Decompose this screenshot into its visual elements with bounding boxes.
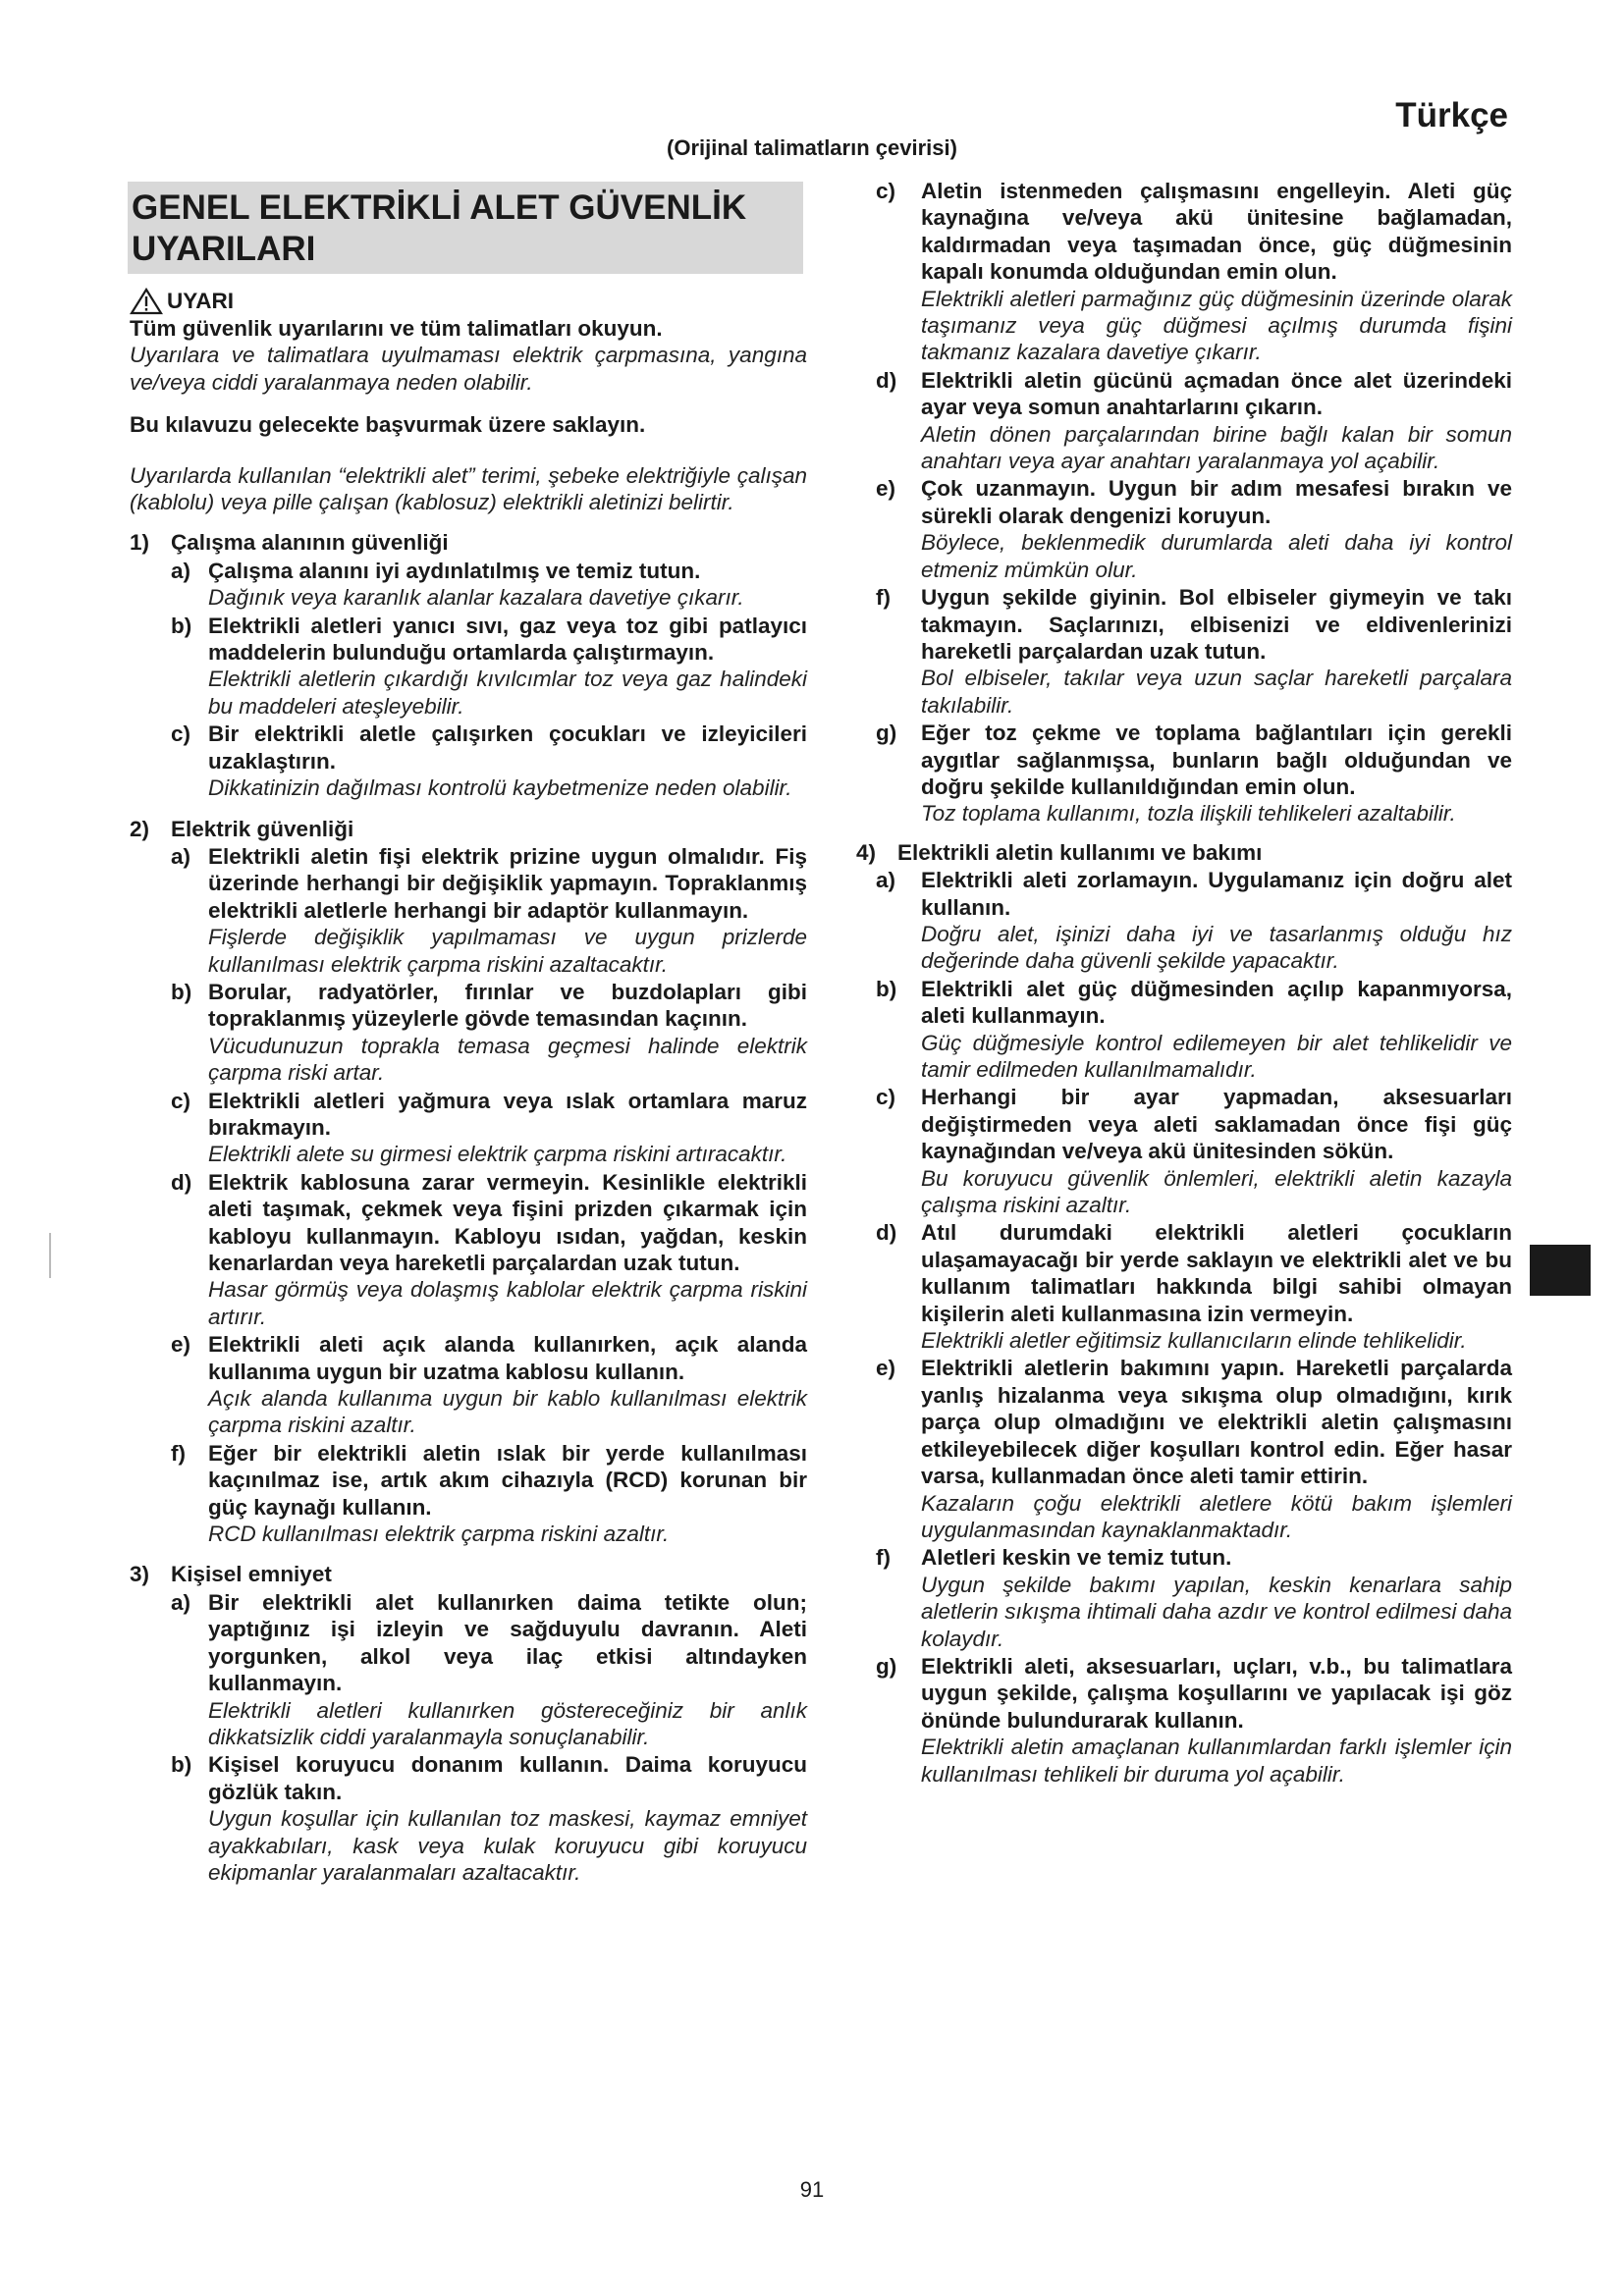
item-explanation: Bol elbiseler, takılar veya uzun saçlar hareketli parçalara takılabilir. xyxy=(921,666,1512,718)
item-body xyxy=(921,1653,1512,1788)
item-explanation: Elektrikli aletleri kullanırken göstereceğiniz bir anlık dikkatsizlik ciddi yaralanmayla sonuçlanabilir. xyxy=(208,1697,807,1749)
item-body xyxy=(208,843,807,978)
list-item xyxy=(856,976,1512,1084)
item-body xyxy=(208,1169,807,1330)
item-instruction: Elektrikli aleti, aksesuarları, uçları, v.b., bu talimatlara uygun şekilde, çalışma koşullarını ve yapılacak işi göz önünde bulundurarak kullanın. xyxy=(921,1653,1512,1733)
item-body xyxy=(208,613,807,721)
list-item xyxy=(856,1219,1512,1354)
item-instruction: Bir elektrikli aletle çalışırken çocukları ve izleyicileri uzaklaştırın. xyxy=(208,721,807,774)
item-explanation: Doğru alet, işinizi daha iyi ve tasarlanmış olduğu hız değerinde daha güvenli şekilde yapacaktır. xyxy=(921,921,1512,974)
item-body xyxy=(208,1589,807,1750)
item-letter: c) xyxy=(171,721,191,747)
section-number: 2) xyxy=(130,816,150,841)
item-letter: b) xyxy=(171,1752,192,1778)
item-letter: f) xyxy=(876,1545,891,1571)
item-body xyxy=(921,1544,1512,1652)
section-number: 3) xyxy=(130,1562,150,1587)
item-explanation: Elektrikli alete su girmesi elektrik çarpma riskini artıracaktır. xyxy=(208,1142,787,1167)
list-item xyxy=(130,721,807,801)
item-instruction: Uygun şekilde giyinin. Bol elbiseler giymeyin ve takı takmayın. Saçlarınızı, elbisenizi ve eldivenlerinizi hareketli parçalardan uzak tutun. xyxy=(921,585,1512,664)
warning-triangle-icon xyxy=(130,288,163,315)
item-body xyxy=(921,976,1512,1084)
read-all-instruction: Tüm güvenlik uyarılarını ve tüm talimatları okuyun. xyxy=(130,316,663,341)
language-label: Türkçe xyxy=(1395,96,1508,134)
item-letter: c) xyxy=(876,1085,896,1110)
item-letter: b) xyxy=(171,613,192,638)
section-heading-text: Elektrik güvenliği xyxy=(171,816,354,841)
item-body xyxy=(208,1088,807,1168)
section-4-heading xyxy=(856,839,1512,866)
item-letter: a) xyxy=(171,1589,191,1615)
item-explanation: Açık alanda kullanıma uygun bir kablo kullanılması elektrik çarpma riskini azaltır. xyxy=(208,1386,807,1438)
item-instruction: Borular, radyatörler, fırınlar ve buzdolapları gibi topraklanmış yüzeylerle gövde temasından kaçının. xyxy=(208,979,807,1032)
item-instruction: Elektrikli aleti açık alanda kullanırken, açık alanda kullanıma uygun bir uzatma kablosu kullanın. xyxy=(208,1332,807,1384)
item-instruction: Eğer bir elektrikli aletin ıslak bir yerde kullanılması kaçınılmaz ise, artık akım cihazıyla (RCD) korunan bir güç kaynağı kullanın. xyxy=(208,1440,807,1520)
item-letter: g) xyxy=(876,721,897,746)
item-body xyxy=(921,1084,1512,1218)
section-title xyxy=(128,182,803,274)
item-letter: c) xyxy=(171,1088,191,1113)
item-instruction: Elektrikli aletin gücünü açmadan önce alet üzerindeki ayar veya somun anahtarlarını çıkarın. xyxy=(921,367,1512,420)
item-explanation: Bu koruyucu güvenlik önlemleri, elektrikli aletin kazayla çalışma riskini azaltır. xyxy=(921,1165,1512,1218)
title-line-1: GENEL ELEKTRİKLİ ALET GÜVENLİK xyxy=(132,188,747,227)
item-letter: a) xyxy=(171,558,191,583)
right-column xyxy=(856,177,1512,1788)
item-instruction: Elektrikli alet güç düğmesinden açılıp kapanmıyorsa, aleti kullanmayın. xyxy=(921,976,1512,1029)
item-instruction: Elektrikli aletleri yanıcı sıvı, gaz veya toz gibi patlayıcı maddelerin bulunduğu ortamlarda çalıştırmayın. xyxy=(208,613,807,666)
item-explanation: Uygun şekilde bakımı yapılan, keskin kenarlara sahip aletlerin sıkışma ihtimali daha azdır ve kontrol edilmesi daha kolaydır. xyxy=(921,1572,1512,1651)
item-explanation: Elektrikli aletlerin çıkardığı kıvılcımlar toz veya gaz halindeki bu maddeleri ateşleyebilir. xyxy=(208,667,807,719)
item-letter: b) xyxy=(171,979,192,1004)
item-body xyxy=(208,721,807,801)
title-line-2: UYARILARI xyxy=(132,230,316,268)
item-letter: a) xyxy=(876,868,896,893)
document-subtitle: (Orijinal talimatların çevirisi) xyxy=(667,135,957,160)
item-letter: c) xyxy=(876,179,896,203)
item-body xyxy=(921,367,1512,475)
item-explanation: Dikkatinizin dağılması kontrolü kaybetmenize neden olabilir. xyxy=(208,775,792,801)
item-body xyxy=(921,584,1512,719)
item-body xyxy=(208,1440,807,1548)
list-item xyxy=(130,1440,807,1548)
list-item xyxy=(856,1084,1512,1218)
item-instruction: Herhangi bir ayar yapmadan, aksesuarları değiştirmeden veya aleti saklamadan önce fişi güç kaynağından ve/veya akü ünitesinden sökün. xyxy=(921,1085,1512,1164)
list-item xyxy=(856,1355,1512,1543)
item-body xyxy=(208,1751,807,1886)
item-instruction: Atıl durumdaki elektrikli aletleri çocukların ulaşamayacağı bir yerde saklayın ve elektrikli alet ve bu kullanım talimatları hakkında bilgi sahibi olmayan kişilerin aleti kullanmasına izin vermeyin. xyxy=(921,1220,1512,1326)
item-explanation: Elektrikli aletleri parmağınız güç düğmesinin üzerinde olarak taşımanız veya güç düğmesi açılmış durumda fişini takmanız kazalara davetiye çıkarır. xyxy=(921,286,1512,365)
item-letter: f) xyxy=(171,1440,186,1466)
item-letter: e) xyxy=(876,1356,896,1381)
item-letter: e) xyxy=(171,1332,191,1358)
term-note: Uyarılarda kullanılan “elektrikli alet” terimi, şebeke elektriğiyle çalışan (kablolu) veya pille çalışan (kablosuz) elektrikli aletinizi belirtir. xyxy=(130,462,807,515)
list-item xyxy=(130,558,807,612)
item-instruction: Bir elektrikli alet kullanırken daima tetikte olun; yaptığınız işi izleyin ve sağduyulu davranın. Aleti yorgunken, alkol veya ilaç etkisi altındayken kullanmayın. xyxy=(208,1589,807,1696)
section-1-heading xyxy=(130,529,807,556)
item-explanation: RCD kullanılması elektrik çarpma riskini azaltır. xyxy=(208,1522,670,1547)
item-explanation: Kazaların çoğu elektrikli aletlere kötü bakım işlemleri uygulanmasından kaynaklanmaktadır. xyxy=(921,1490,1512,1542)
list-item xyxy=(130,613,807,721)
margin-mark xyxy=(49,1233,51,1278)
item-body xyxy=(921,720,1512,828)
warning-label: UYARI xyxy=(167,289,234,314)
page-number: 91 xyxy=(799,2177,825,2202)
item-explanation: Dağınık veya karanlık alanlar kazalara davetiye çıkarır. xyxy=(208,585,744,611)
item-instruction: Elektrikli aleti zorlamayın. Uygulamanız için doğru alet kullanın. xyxy=(921,868,1512,920)
item-body xyxy=(208,1331,807,1439)
item-instruction: Elektrik kablosuna zarar vermeyin. Kesinlikle elektrikli aleti taşımak, çekmek veya fişini prizden çıkarmak için kabloyu kullanmayın. Kabloyu ısıdan, yağdan, keskin kenarlardan veya hareketli parçalardan uzak tutun. xyxy=(208,1169,807,1275)
list-item xyxy=(130,979,807,1087)
item-explanation: Aletin dönen parçalarından birine bağlı kalan bir somun anahtarı veya ayar anahtarı yaralanmaya yol açabilir. xyxy=(921,421,1512,474)
list-item xyxy=(856,584,1512,719)
list-item xyxy=(856,367,1512,475)
list-item xyxy=(856,720,1512,828)
item-body xyxy=(208,979,807,1087)
item-instruction: Eğer toz çekme ve toplama bağlantıları için gerekli aygıtlar sağlanmışsa, bunların bağlı olduğundan ve doğru şekilde kullanıldığından emin olun. xyxy=(921,721,1512,799)
section-heading-text: Elektrikli aletin kullanımı ve bakımı xyxy=(897,839,1263,865)
item-instruction: Kişisel koruyucu donanım kullanın. Daima koruyucu gözlük takın. xyxy=(208,1752,807,1804)
item-body xyxy=(921,1219,1512,1354)
warning-heading xyxy=(130,288,807,315)
item-instruction: Elektrikli aletlerin bakımını yapın. Hareketli parçalarda yanlış hizalanma veya sıkışma olup olmadığını, kırık parça olup olmadığını ve elektrikli aletin çalışmasını etkileyebilecek diğer koşulları kontrol edin. Eğer hasar varsa, kullanmadan önce aleti tamir ettirin. xyxy=(921,1356,1512,1489)
list-item xyxy=(130,1088,807,1168)
item-body xyxy=(208,558,807,612)
item-explanation: Toz toplama kullanımı, tozla ilişkili tehlikeleri azaltabilir. xyxy=(921,801,1456,827)
list-item xyxy=(856,1544,1512,1652)
item-explanation: Güç düğmesiyle kontrol edilemeyen bir alet tehlikelidir ve tamir edilmeden kullanılmamalıdır. xyxy=(921,1030,1512,1082)
item-letter: b) xyxy=(876,976,897,1001)
item-letter: a) xyxy=(171,843,191,869)
item-instruction: Aletleri keskin ve temiz tutun. xyxy=(921,1545,1232,1571)
list-item xyxy=(130,1331,807,1439)
section-number: 4) xyxy=(856,839,877,865)
section-heading-text: Kişisel emniyet xyxy=(171,1562,332,1587)
list-item xyxy=(856,867,1512,975)
item-explanation: Vücudunuzun toprakla temasa geçmesi halinde elektrik çarpma riski artar. xyxy=(208,1033,807,1086)
item-explanation: Böylece, beklenmedik durumlarda aleti daha iyi kontrol etmeniz mümkün olur. xyxy=(921,530,1512,582)
list-item xyxy=(130,1169,807,1330)
section-2-heading xyxy=(130,816,807,842)
list-item xyxy=(130,843,807,978)
item-body xyxy=(921,475,1512,583)
item-explanation: Elektrikli aletin amaçlanan kullanımlardan farklı işlemler için kullanılması tehlikeli bir duruma yol açabilir. xyxy=(921,1735,1512,1787)
item-explanation: Uygun koşullar için kullanılan toz maskesi, kaymaz emniyet ayakkabıları, kask veya kulak koruyucu gibi koruyucu ekipmanlar yaralanmaları azaltacaktır. xyxy=(208,1806,807,1885)
item-letter: d) xyxy=(876,367,897,393)
item-instruction: Elektrikli aletleri yağmura veya ıslak ortamlara maruz bırakmayın. xyxy=(208,1088,807,1140)
item-instruction: Çalışma alanını iyi aydınlatılmış ve temiz tutun. xyxy=(208,558,701,583)
left-column xyxy=(130,177,807,1886)
item-body xyxy=(921,867,1512,975)
item-body xyxy=(921,178,1512,366)
item-explanation: Elektrikli aletler eğitimsiz kullanıcıların elinde tehlikelidir. xyxy=(921,1328,1467,1354)
section-heading-text: Çalışma alanının güvenliği xyxy=(171,530,449,556)
item-instruction: Çok uzanmayın. Uygun bir adım mesafesi bırakın ve sürekli olarak dengenizi koruyun. xyxy=(921,476,1512,528)
item-letter: d) xyxy=(876,1220,897,1246)
item-instruction: Aletin istenmeden çalışmasını engelleyin. Aleti güç kaynağına ve/veya akü ünitesine bağlamadan, kaldırmadan veya taşımadan önce, güç düğmesinin kapalı konumda olduğundan emin olun. xyxy=(921,179,1512,285)
read-all-note: Uyarılara ve talimatlara uyulmaması elektrik çarpmasına, yangına ve/veya ciddi yaralanmaya neden olabilir. xyxy=(130,343,807,395)
item-explanation: Hasar görmüş veya dolaşmış kablolar elektrik çarpma riskini artırır. xyxy=(208,1277,807,1329)
item-letter: g) xyxy=(876,1653,897,1679)
item-letter: d) xyxy=(171,1169,192,1195)
item-instruction: Elektrikli aletin fişi elektrik prizine uygun olmalıdır. Fiş üzerinde herhangi bir değişiklik yapmayın. Topraklanmış elektrikli aletlerle herhangi bir adaptör kullanmayın. xyxy=(208,843,807,923)
list-item xyxy=(856,1653,1512,1788)
section-number: 1) xyxy=(130,530,150,556)
page-thumb-tab xyxy=(1530,1245,1591,1296)
item-letter: f) xyxy=(876,585,891,611)
item-body xyxy=(921,1355,1512,1543)
item-explanation: Fişlerde değişiklik yapılmaması ve uygun prizlerde kullanılması elektrik çarpma riskini azaltacaktır. xyxy=(208,925,807,977)
list-item xyxy=(130,1751,807,1886)
save-manual-instruction: Bu kılavuzu gelecekte başvurmak üzere saklayın. xyxy=(130,412,646,438)
section-3-heading xyxy=(130,1561,807,1587)
list-item xyxy=(130,1589,807,1750)
item-letter: e) xyxy=(876,476,896,502)
list-item xyxy=(856,475,1512,583)
list-item xyxy=(856,178,1512,366)
